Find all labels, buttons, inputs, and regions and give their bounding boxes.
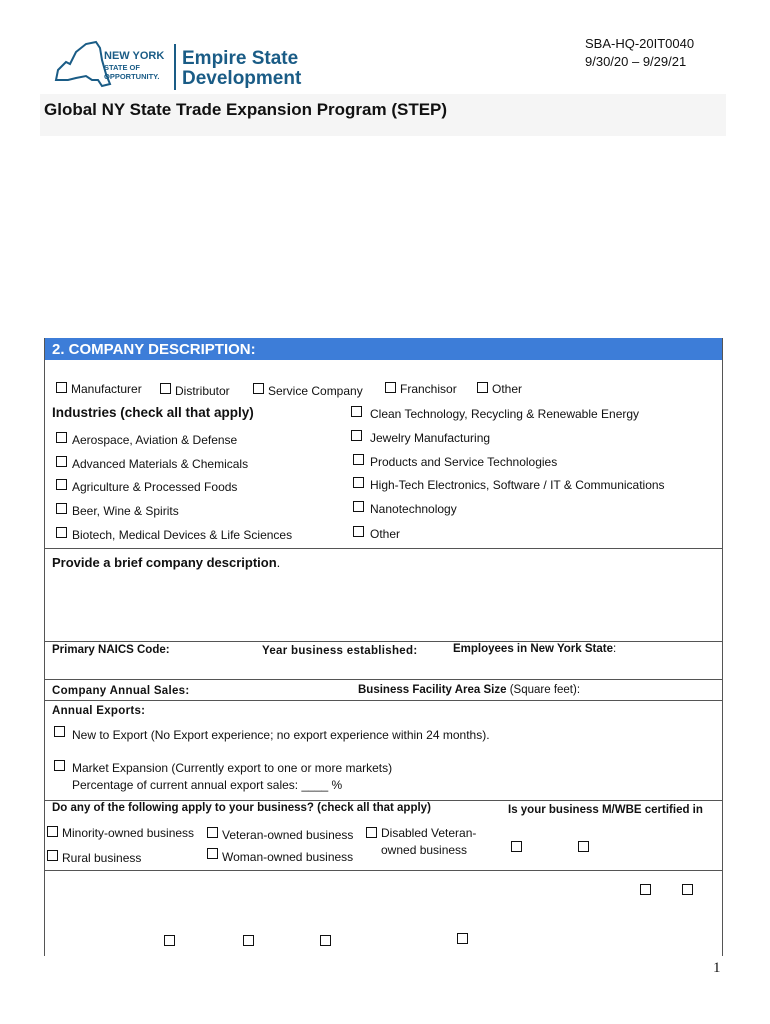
label-advanced-materials: Advanced Materials & Chemicals xyxy=(72,457,249,471)
mwbe-question: Is your business M/WBE certified in xyxy=(508,804,703,816)
ny-state-map-icon xyxy=(52,40,112,92)
checkbox-extra-5[interactable] xyxy=(320,935,331,946)
checkbox-other-type[interactable] xyxy=(477,382,488,393)
checkbox-new-to-export[interactable] xyxy=(54,726,65,737)
checkbox-clean-tech[interactable] xyxy=(351,406,362,417)
checkbox-nanotechnology[interactable] xyxy=(353,501,364,512)
label-woman-owned: Woman-owned business xyxy=(222,850,354,864)
facility-size-label xyxy=(358,684,580,696)
checkbox-aerospace[interactable] xyxy=(56,432,67,443)
apply-question: Do any of the following apply to your business? (check all that apply) xyxy=(52,802,431,814)
label-service-company: Service Company xyxy=(268,384,363,398)
section-heading: 2. COMPANY DESCRIPTION: xyxy=(52,341,256,358)
industries-label: Industries (check all that apply) xyxy=(52,405,254,420)
checkbox-agriculture[interactable] xyxy=(56,479,67,490)
logo-ny-line3: OPPORTUNITY. xyxy=(104,72,160,81)
document-code: SBA-HQ-20IT0040 xyxy=(585,36,695,51)
logo-divider xyxy=(174,44,176,90)
label-biotech: Biotech, Medical Devices & Life Sciences xyxy=(72,528,293,542)
description-prompt xyxy=(52,555,280,570)
label-minority-owned: Minority-owned business xyxy=(62,826,195,840)
divider xyxy=(44,679,723,680)
label-franchisor: Franchisor xyxy=(400,382,457,396)
checkbox-extra-3[interactable] xyxy=(164,935,175,946)
checkbox-extra-6[interactable] xyxy=(457,933,468,944)
checkbox-extra-4[interactable] xyxy=(243,935,254,946)
label-veteran-owned: Veteran-owned business xyxy=(222,828,354,842)
label-jewelry: Jewelry Manufacturing xyxy=(370,431,491,445)
label-aerospace: Aerospace, Aviation & Defense xyxy=(72,433,238,447)
label-market-expansion: Market Expansion (Currently export to one or more markets) xyxy=(72,761,393,775)
label-high-tech: High-Tech Electronics, Software / IT & Communications xyxy=(370,478,665,492)
checkbox-other-industry[interactable] xyxy=(353,526,364,537)
divider xyxy=(44,548,723,549)
checkbox-rural[interactable] xyxy=(47,850,58,861)
employees-label-text: Employees in New York State xyxy=(453,643,613,655)
checkbox-high-tech[interactable] xyxy=(353,477,364,488)
year-established-label: Year business established: xyxy=(262,645,418,657)
description-field[interactable] xyxy=(50,572,715,636)
logo-esd-line1: Empire State xyxy=(182,48,299,69)
label-agriculture: Agriculture & Processed Foods xyxy=(72,480,238,494)
label-new-to-export: New to Export (No Export experience; no export experience within 24 months). xyxy=(72,728,490,742)
label-nanotechnology: Nanotechnology xyxy=(370,502,457,516)
checkbox-extra-1[interactable] xyxy=(640,884,651,895)
table-left-border xyxy=(44,338,45,956)
checkbox-mwbe-2[interactable] xyxy=(578,841,589,852)
logo-ny-line2: STATE OF xyxy=(104,63,140,72)
label-other-type: Other xyxy=(492,382,523,396)
label-disabled-veteran-1: Disabled Veteran- xyxy=(381,826,477,840)
description-prompt-text: Provide a brief company description xyxy=(52,555,277,570)
label-distributor: Distributor xyxy=(175,384,230,398)
logo-esd-line2: Development xyxy=(182,68,302,89)
checkbox-jewelry[interactable] xyxy=(351,430,362,441)
divider xyxy=(44,870,723,871)
checkbox-market-expansion[interactable] xyxy=(54,760,65,771)
export-percentage-label: Percentage of current annual export sales: ____ % xyxy=(72,778,343,792)
divider xyxy=(44,700,723,701)
checkbox-products-services[interactable] xyxy=(353,454,364,465)
employees-label xyxy=(453,643,616,655)
divider xyxy=(44,641,723,642)
employees-colon: : xyxy=(613,643,617,655)
annual-sales-label: Company Annual Sales: xyxy=(52,685,190,697)
esd-logo xyxy=(52,40,312,96)
checkbox-biotech[interactable] xyxy=(56,527,67,538)
checkbox-minority-owned[interactable] xyxy=(47,826,58,837)
page-number: 1 xyxy=(713,960,721,976)
facility-size-text: Business Facility Area Size xyxy=(358,684,507,696)
checkbox-manufacturer[interactable] xyxy=(56,382,67,393)
checkbox-service-company[interactable] xyxy=(253,383,264,394)
checkbox-woman-owned[interactable] xyxy=(207,848,218,859)
checkbox-distributor[interactable] xyxy=(160,383,171,394)
label-beer-wine: Beer, Wine & Spirits xyxy=(72,504,179,518)
label-manufacturer: Manufacturer xyxy=(71,382,142,396)
logo-ny-line1: NEW YORK xyxy=(104,50,165,62)
label-rural: Rural business xyxy=(62,851,142,865)
label-products-services: Products and Service Technologies xyxy=(370,455,558,469)
page-title: Global NY State Trade Expansion Program (STEP) xyxy=(44,100,448,119)
checkbox-extra-2[interactable] xyxy=(682,884,693,895)
facility-size-unit: (Square feet): xyxy=(506,684,581,696)
checkbox-mwbe-1[interactable] xyxy=(511,841,522,852)
label-disabled-veteran-2: owned business xyxy=(381,843,468,857)
annual-exports-label: Annual Exports: xyxy=(52,705,146,717)
table-right-border xyxy=(722,338,723,956)
description-period: . xyxy=(276,555,281,570)
section-heading-bar xyxy=(44,338,723,360)
checkbox-franchisor[interactable] xyxy=(385,382,396,393)
label-other-industry: Other xyxy=(370,527,401,541)
checkbox-veteran-owned[interactable] xyxy=(207,827,218,838)
checkbox-disabled-veteran[interactable] xyxy=(366,827,377,838)
naics-label: Primary NAICS Code: xyxy=(52,644,170,656)
label-clean-tech: Clean Technology, Recycling & Renewable Energy xyxy=(370,407,640,421)
document-date-range: 9/30/20 – 9/29/21 xyxy=(585,54,687,69)
checkbox-advanced-materials[interactable] xyxy=(56,456,67,467)
divider xyxy=(44,800,723,801)
checkbox-beer-wine[interactable] xyxy=(56,503,67,514)
